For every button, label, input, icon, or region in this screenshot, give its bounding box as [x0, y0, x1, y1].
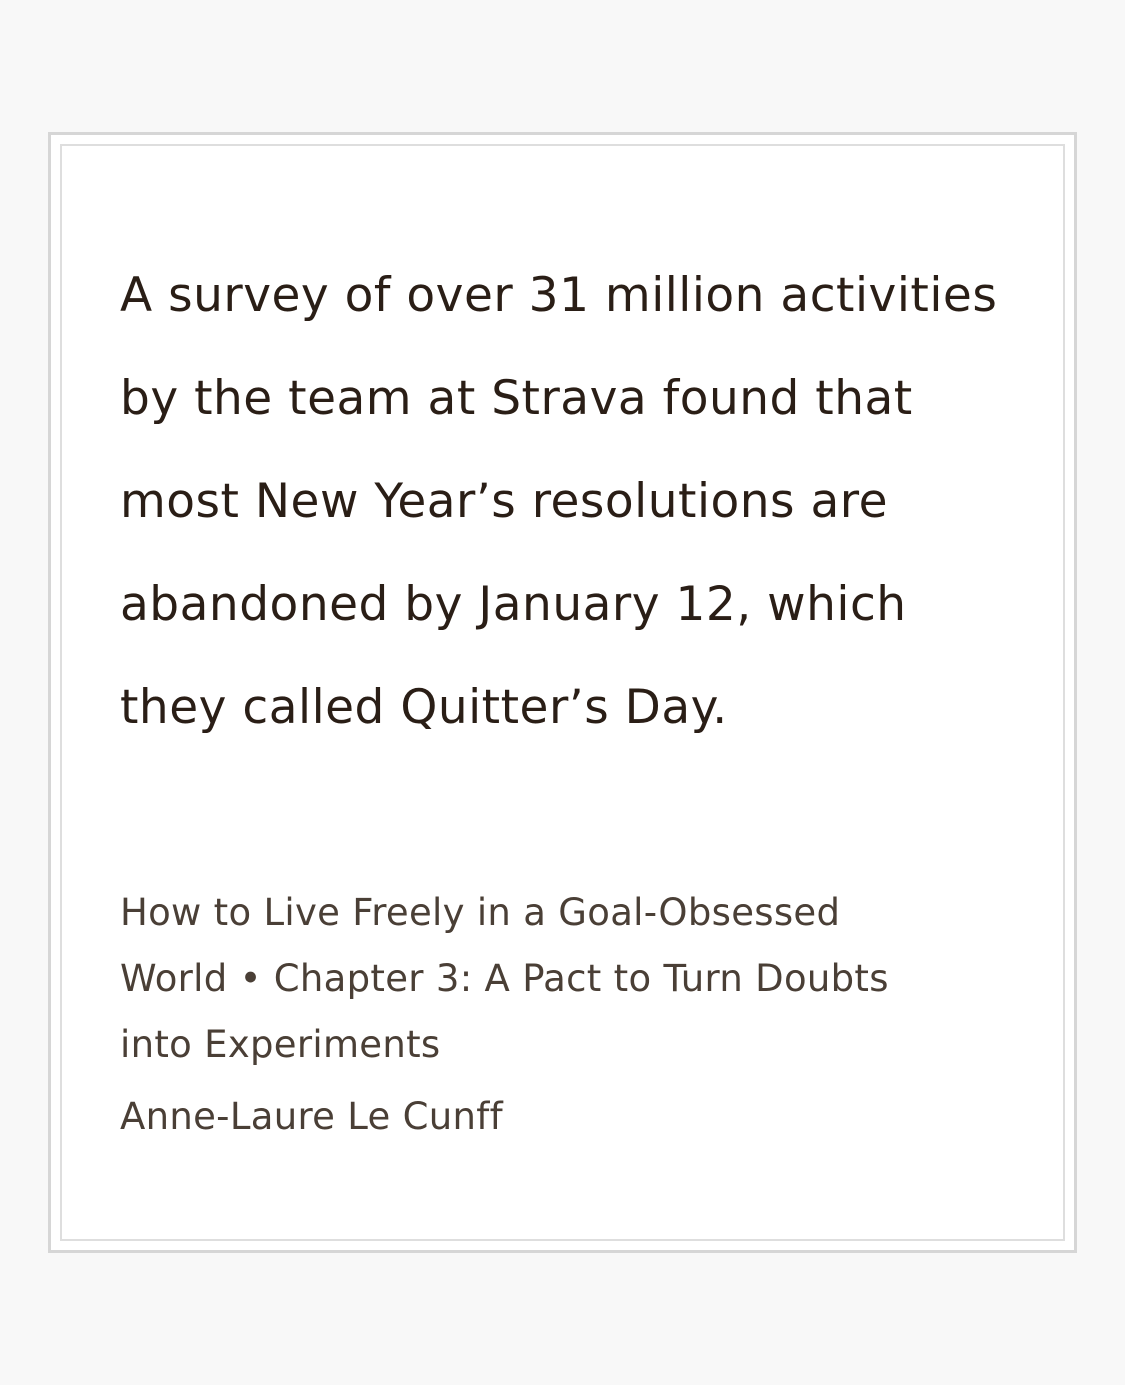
quote-line: A survey of over 31 million activities	[120, 268, 998, 323]
quote-line: they called Quitter’s Day.	[120, 680, 728, 735]
book-title-line: World • Chapter 3: A Pact to Turn Doubts	[120, 957, 889, 1000]
quote-line: most New Year’s resolutions are	[120, 474, 888, 529]
book-source[interactable]	[120, 880, 1000, 1078]
quote-line: abandoned by January 12, which	[120, 577, 907, 632]
book-title-line: into Experiments	[120, 1023, 441, 1066]
book-author[interactable]: Anne-Laure Le Cunff	[120, 1095, 503, 1138]
quote-text[interactable]	[120, 244, 1020, 759]
quote-line: by the team at Strava found that	[120, 371, 913, 426]
book-title-line: How to Live Freely in a Goal-Obsessed	[120, 891, 841, 934]
